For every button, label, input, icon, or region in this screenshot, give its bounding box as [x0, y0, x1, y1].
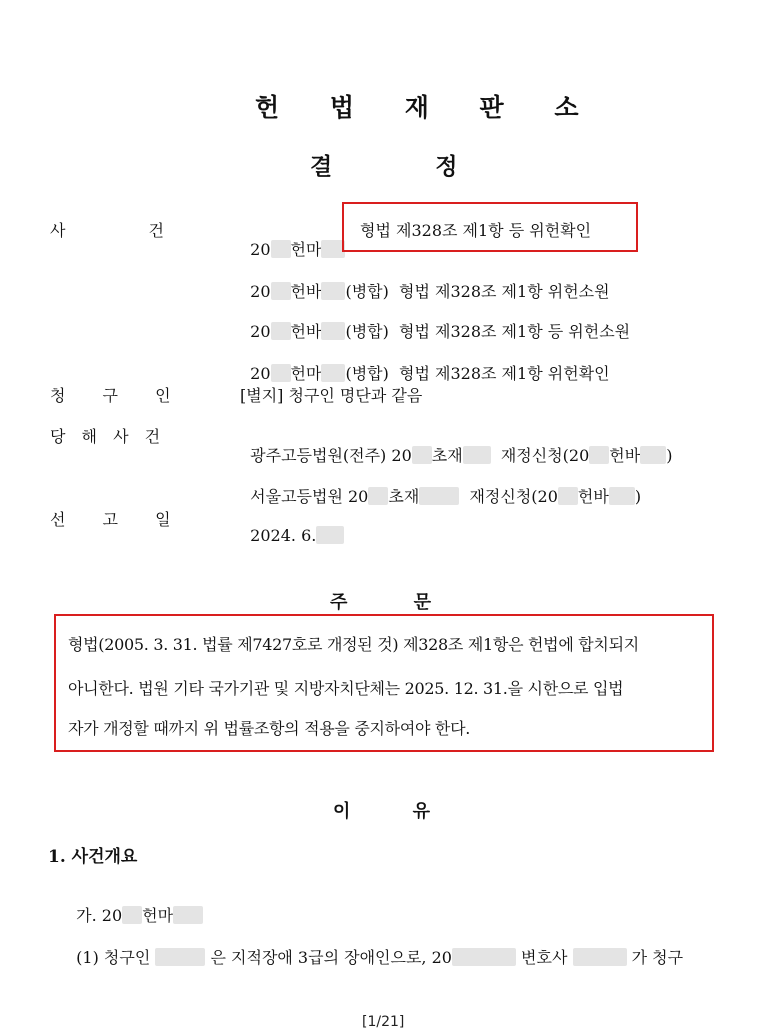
- related2-close: ): [634, 487, 642, 506]
- document-type: 결 정: [310, 153, 458, 180]
- redacted-block: [321, 322, 345, 340]
- redacted-block: [321, 282, 345, 300]
- redacted-block: [321, 364, 345, 382]
- redacted-block: [419, 487, 459, 505]
- case-line-3: [240, 300, 630, 342]
- redacted-block: [640, 446, 666, 464]
- case1-title: 형법 제328조 제1항 등 위헌확인: [360, 221, 592, 240]
- decision-date-text: 2024. 6.: [250, 526, 317, 545]
- case4-year: 20: [250, 364, 271, 383]
- redacted-block: [368, 487, 388, 505]
- case1-year: 20: [250, 240, 271, 259]
- related2-type: 초재: [388, 487, 420, 506]
- case3-year: 20: [250, 322, 271, 341]
- redacted-block: [573, 948, 627, 966]
- case-line-1: [240, 218, 345, 260]
- paragraph-1-c: 변호사: [521, 948, 568, 967]
- order-heading: 주 문: [330, 592, 432, 613]
- subsection-a: [66, 884, 203, 926]
- redacted-block: [463, 446, 491, 464]
- section-1-title: 1. 사건개요: [48, 847, 138, 867]
- redacted-block: [558, 487, 578, 505]
- decision-date-value: [240, 507, 344, 545]
- petitioner-label: 청 구 인: [50, 386, 171, 405]
- related1-application: 재정신청(20: [500, 446, 590, 465]
- case-label: 사 건: [50, 221, 164, 240]
- case3-type: 헌바: [290, 322, 322, 341]
- related-case-line-1: [240, 424, 672, 466]
- case2-rest: (병합) 형법 제328조 제1항 위헌소원: [345, 282, 610, 301]
- related2-application: 재정신청(20: [469, 487, 558, 506]
- redacted-block: [452, 948, 516, 966]
- redacted-block: [155, 948, 205, 966]
- redacted-block: [173, 906, 203, 924]
- page-indicator: [1/21]: [362, 1014, 405, 1030]
- case4-type: 헌마: [290, 364, 322, 383]
- redacted-block: [122, 906, 142, 924]
- redacted-block: [609, 487, 635, 505]
- redacted-block: [271, 240, 291, 258]
- related2-case-type: 헌바: [577, 487, 609, 506]
- related1-court: 광주고등법원(전주) 20: [250, 446, 412, 465]
- redacted-block: [412, 446, 432, 464]
- decision-date-label: 선 고 일: [50, 510, 171, 529]
- related-case-line-2: [240, 465, 641, 507]
- case-line-4: [240, 342, 610, 384]
- related1-case-type: 헌바: [609, 446, 641, 465]
- order-line-2: 아니한다. 법원 기타 국가기관 및 지방자치단체는 2025. 12. 31.을 시한으로 입법: [68, 679, 624, 698]
- order-line-1: 형법(2005. 3. 31. 법률 제7427호로 개정된 것) 제328조 제1항은 헌법에 합치되지: [68, 635, 639, 654]
- case3-rest: (병합) 형법 제328조 제1항 등 위헌소원: [345, 322, 631, 341]
- case1-type: 헌마: [290, 240, 322, 259]
- case4-rest: (병합) 형법 제328조 제1항 위헌확인: [345, 364, 610, 383]
- petitioner-value: [별지] 청구인 명단과 같음: [240, 386, 423, 405]
- subsection-a-year: 가. 20: [76, 906, 123, 925]
- redacted-block: [271, 322, 291, 340]
- reasons-heading: 이 유: [333, 801, 431, 822]
- subsection-a-type: 헌마: [142, 906, 174, 925]
- redacted-block: [316, 526, 344, 544]
- order-line-3: 자가 개정할 때까지 위 법률조항의 적용을 중지하여야 한다.: [68, 719, 471, 738]
- paragraph-1: [66, 926, 683, 968]
- related1-close: ): [666, 446, 673, 465]
- case-line-2: [240, 260, 610, 302]
- paragraph-1-b: 은 지적장애 3급의 장애인으로, 20: [210, 948, 452, 967]
- case2-year: 20: [250, 282, 271, 301]
- paragraph-1-a: (1) 청구인: [76, 948, 151, 967]
- related1-type: 초재: [431, 446, 463, 465]
- related-case-label: 당 해 사 건: [50, 427, 161, 446]
- case2-type: 헌바: [290, 282, 322, 301]
- court-title: 헌 법 재 판 소: [255, 93, 581, 122]
- redacted-block: [271, 364, 291, 382]
- related2-court: 서울고등법원 20: [250, 487, 369, 506]
- paragraph-1-d: 가 청구: [631, 948, 684, 967]
- redacted-block: [589, 446, 609, 464]
- redacted-block: [271, 282, 291, 300]
